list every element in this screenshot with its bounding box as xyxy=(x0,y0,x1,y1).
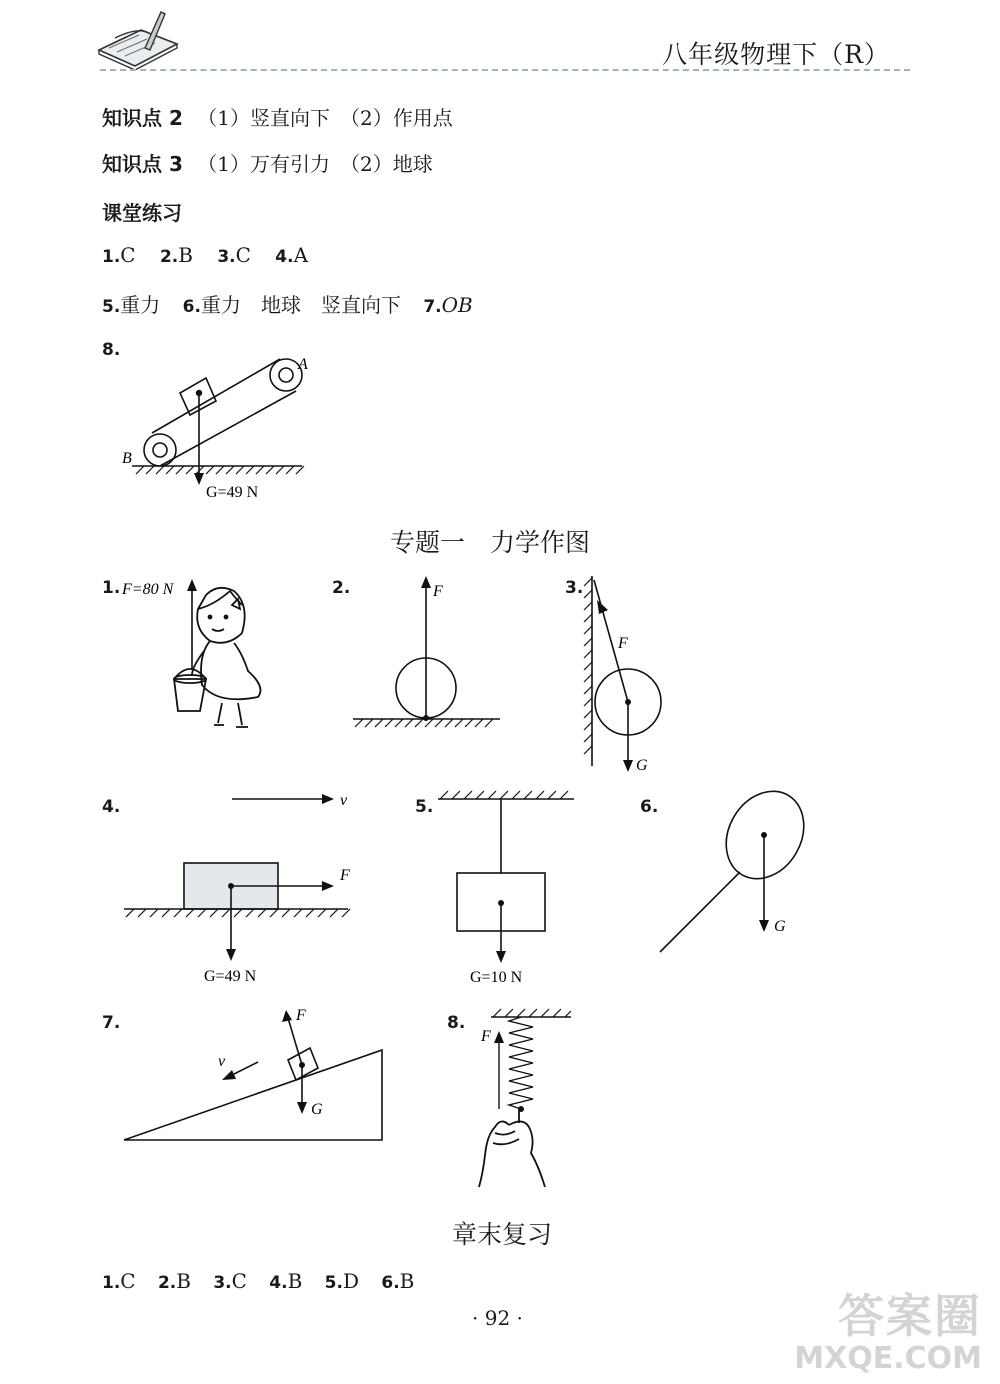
fig5-number: 5. xyxy=(415,797,434,817)
gravity-arrowhead xyxy=(623,760,633,772)
force-label: F xyxy=(296,1007,306,1024)
knowledge-answer: （1）万有引力 （2）地球 xyxy=(197,152,433,176)
q-number: 2. xyxy=(159,247,179,267)
velocity-arrowhead xyxy=(222,1070,236,1080)
fig1-girl-bucket-diagram xyxy=(118,575,278,740)
gravity-label: G=49 N xyxy=(206,484,259,501)
q-answer: B xyxy=(399,1269,415,1293)
q-number: 6. xyxy=(182,297,201,317)
topic-title: 专题一 力学作图 xyxy=(390,528,591,557)
racket-handle xyxy=(660,872,740,952)
girl-drawing xyxy=(192,588,260,727)
ceiling-hatching xyxy=(440,791,568,799)
gravity-label: G=49 N xyxy=(204,968,257,985)
watermark-line-1: 答案圈 xyxy=(838,1289,982,1343)
page-number: · 92 · xyxy=(472,1306,523,1330)
q8-number: 8. xyxy=(102,340,121,360)
ground-hatching xyxy=(126,909,350,917)
knowledge-3 xyxy=(102,148,433,177)
q-answer: OB xyxy=(441,293,473,317)
force-label: F xyxy=(433,583,443,600)
q-number: 4. xyxy=(269,1273,288,1293)
gravity-arrowhead xyxy=(496,951,506,963)
label-b: B xyxy=(122,450,132,467)
q-number: 3. xyxy=(217,247,236,267)
q-number: 1. xyxy=(102,1273,121,1293)
roller-a-inner xyxy=(279,368,293,382)
classroom-line-2 xyxy=(102,289,473,318)
gravity-arrowhead xyxy=(194,473,204,485)
fig8-spring-diagram xyxy=(465,1005,580,1190)
force-label: F xyxy=(340,867,350,884)
gravity-label: G=10 N xyxy=(470,969,523,986)
velocity-arrowhead xyxy=(322,794,334,804)
force-label: F xyxy=(618,635,628,652)
box xyxy=(180,378,216,415)
gravity-arrowhead xyxy=(297,1102,307,1114)
q-answer: C xyxy=(235,243,251,267)
force-arrowhead xyxy=(187,579,197,591)
classroom-line-1 xyxy=(102,243,308,267)
fig7-incline-diagram xyxy=(118,1000,393,1145)
fig8-number: 8. xyxy=(447,1013,466,1033)
review-title: 章末复习 xyxy=(452,1220,553,1249)
q-answer: C xyxy=(231,1269,247,1293)
fig7-number: 7. xyxy=(102,1013,121,1033)
q-number: 4. xyxy=(275,247,294,267)
force-arrowhead xyxy=(494,1031,504,1043)
q-number: 7. xyxy=(423,297,442,317)
fig6-racket-diagram xyxy=(650,790,820,960)
spring xyxy=(509,1017,533,1109)
knowledge-label: 知识点 2 xyxy=(102,106,183,130)
velocity-arrow xyxy=(230,1062,258,1076)
notebook-pen-icon xyxy=(95,8,185,70)
classroom-title: 课堂练习 xyxy=(102,201,182,225)
gravity-arrowhead xyxy=(759,920,769,932)
fig6-number: 6. xyxy=(640,797,659,817)
force-label: F=80 N xyxy=(122,581,174,598)
roller-b-inner xyxy=(153,443,167,457)
header-divider xyxy=(100,69,910,71)
fig4-sliding-block-diagram xyxy=(118,785,358,990)
fig2-number: 2. xyxy=(332,578,351,598)
q-answer: 重力 地球 竖直向下 xyxy=(200,293,401,317)
watermark-line-2: MXQE.COM xyxy=(794,1341,982,1376)
q-number: 3. xyxy=(213,1273,232,1293)
fig3-number: 3. xyxy=(565,578,584,598)
q-number: 5. xyxy=(102,297,121,317)
knowledge-2 xyxy=(102,102,453,131)
q-number: 1. xyxy=(102,247,121,267)
ceiling-hatching xyxy=(493,1009,571,1017)
wall-hatching xyxy=(584,578,592,754)
knowledge-label: 知识点 3 xyxy=(102,152,183,176)
gravity-label: G xyxy=(774,918,786,935)
q-number: 2. xyxy=(157,1273,177,1293)
q-answer: B xyxy=(178,243,193,267)
gravity-label: G xyxy=(311,1101,323,1118)
belt-bottom-line xyxy=(160,391,296,466)
roller-b xyxy=(144,434,176,466)
q-answer: B xyxy=(176,1269,191,1293)
fig5-hanging-block-diagram xyxy=(430,785,580,990)
fig2-ball-diagram xyxy=(345,570,505,735)
force-arrowhead xyxy=(421,576,431,588)
fig4-number: 4. xyxy=(102,797,121,817)
force-arrowhead xyxy=(282,1010,292,1022)
fig3-hanging-ball-diagram xyxy=(570,570,680,780)
header-logo xyxy=(95,8,185,70)
force-label: F xyxy=(481,1028,491,1045)
q-answer: A xyxy=(293,243,309,267)
belt-top-line xyxy=(152,359,280,433)
header-title: 八年级物理下（R） xyxy=(662,40,890,69)
ground-hatching xyxy=(136,466,304,474)
force-arrowhead xyxy=(597,600,608,614)
q-answer: B xyxy=(287,1269,303,1293)
q-number: 5. xyxy=(324,1273,343,1293)
gravity-label: G xyxy=(636,757,648,774)
q-answer: D xyxy=(342,1269,359,1293)
knowledge-answer: （1）竖直向下 （2）作用点 xyxy=(197,106,453,130)
conveyor-belt-diagram xyxy=(110,355,320,505)
velocity-label: v xyxy=(218,1053,226,1070)
hand-drawing xyxy=(479,1109,545,1187)
incline xyxy=(124,1050,382,1140)
q-answer: 重力 xyxy=(120,293,161,317)
bucket-drawing xyxy=(174,669,206,711)
q-number: 6. xyxy=(381,1273,400,1293)
watermark xyxy=(794,1290,982,1376)
q-answer: C xyxy=(120,243,136,267)
racket-head xyxy=(711,790,819,893)
gravity-arrowhead xyxy=(226,949,236,961)
force-arrowhead xyxy=(322,881,334,891)
label-a: A xyxy=(298,356,308,373)
fig1-number: 1. xyxy=(102,578,121,598)
velocity-label: v xyxy=(340,792,348,809)
q-answer: C xyxy=(120,1269,136,1293)
review-answers xyxy=(102,1269,414,1293)
